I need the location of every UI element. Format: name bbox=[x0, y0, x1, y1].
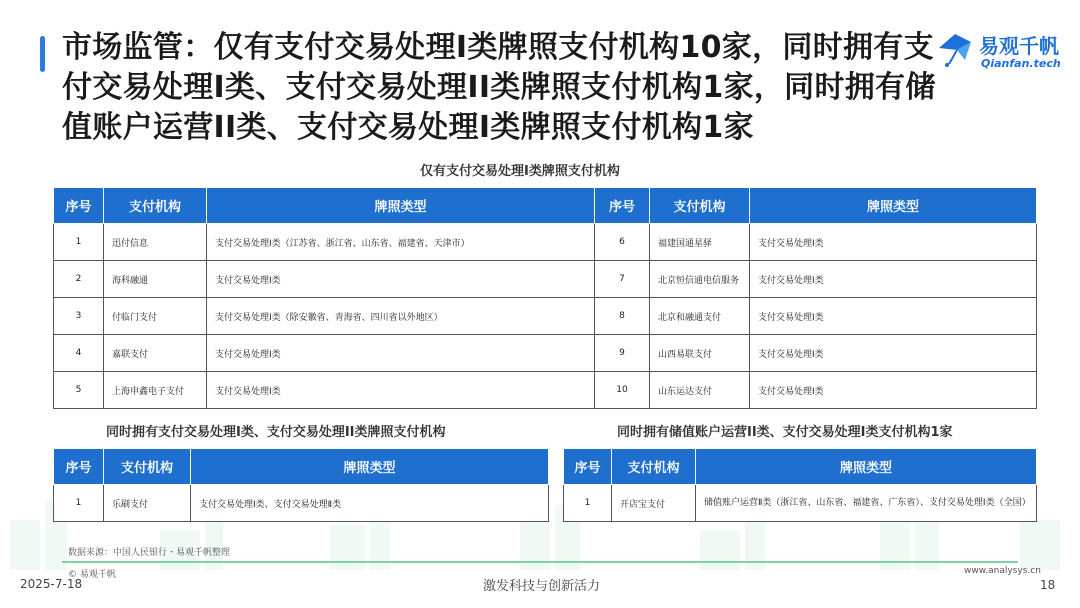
table1-caption: 仅有支付交易处理I类牌照支付机构 bbox=[420, 164, 620, 179]
col-header-license: 牌照类型 bbox=[696, 449, 1037, 485]
cell-license: 支付交易处理Ⅰ类 bbox=[750, 372, 1037, 409]
cell-institution: 山西易联支付 bbox=[650, 335, 750, 372]
col-header-index: 序号 bbox=[54, 188, 104, 224]
table2 bbox=[53, 448, 549, 522]
cell-institution: 付临门支付 bbox=[104, 298, 207, 335]
cell-license: 支付交易处理Ⅰ类 bbox=[207, 261, 595, 298]
cell-index: 4 bbox=[54, 335, 104, 372]
table-row bbox=[54, 335, 1037, 372]
cell-index: 1 bbox=[54, 485, 104, 522]
cell-license: 支付交易处理Ⅰ类（江苏省、浙江省、山东省、福建省、天津市） bbox=[207, 224, 595, 261]
table-row bbox=[54, 485, 549, 522]
cell-institution: 开店宝支付 bbox=[612, 485, 696, 522]
logo-text-cn: 易观千帆 bbox=[979, 34, 1059, 58]
table1 bbox=[53, 187, 1037, 409]
cell-index: 1 bbox=[564, 485, 612, 522]
col-header-license: 牌照类型 bbox=[191, 449, 549, 485]
table3-caption: 同时拥有储值账户运营II类、支付交易处理I类支付机构1家 bbox=[617, 425, 953, 440]
brand-logo bbox=[935, 28, 1075, 72]
col-header-license: 牌照类型 bbox=[207, 188, 595, 224]
data-source-note: 数据来源：中国人民银行・易观千帆整理 bbox=[68, 548, 231, 558]
table-row bbox=[54, 372, 1037, 409]
cell-index: 6 bbox=[595, 224, 650, 261]
cell-license: 支付交易处理Ⅰ类 bbox=[750, 224, 1037, 261]
cell-index: 3 bbox=[54, 298, 104, 335]
table3-header-row bbox=[564, 449, 1037, 485]
cell-institution: 北京和融通支付 bbox=[650, 298, 750, 335]
cell-institution: 乐刷支付 bbox=[104, 485, 191, 522]
table1-header-row bbox=[54, 188, 1037, 224]
logo-text-en: Qianfan.tech bbox=[981, 57, 1061, 70]
cell-index: 1 bbox=[54, 224, 104, 261]
cell-index: 7 bbox=[595, 261, 650, 298]
copyright-text: © 易观千帆 bbox=[68, 570, 116, 580]
table-row bbox=[54, 261, 1037, 298]
col-header-index: 序号 bbox=[564, 449, 612, 485]
table2-caption: 同时拥有支付交易处理I类、支付交易处理II类牌照支付机构 bbox=[106, 425, 446, 440]
cell-license: 支付交易处理Ⅰ类 bbox=[750, 298, 1037, 335]
report-date: 2025-7-18 bbox=[20, 577, 83, 591]
table-row bbox=[54, 224, 1037, 261]
cell-license: 支付交易处理Ⅰ类（除安徽省、青海省、四川省以外地区） bbox=[207, 298, 595, 335]
cell-license: 储值账户运营Ⅱ类（浙江省、山东省、福建省、广东省）、支付交易处理Ⅰ类（全国） bbox=[696, 485, 1037, 522]
table2-header-row bbox=[54, 449, 549, 485]
page-title: 市场监管：仅有支付交易处理I类牌照支付机构10家，同时拥有支付交易处理I类、支付交易处理II类牌照支付机构1家，同时拥有储值账户运营II类、支付交易处理I类牌照支付机构1家 bbox=[62, 30, 936, 145]
cell-institution: 山东运达支付 bbox=[650, 372, 750, 409]
col-header-institution: 支付机构 bbox=[612, 449, 696, 485]
cell-institution: 嘉联支付 bbox=[104, 335, 207, 372]
cell-index: 9 bbox=[595, 335, 650, 372]
cell-license: 支付交易处理Ⅰ类 bbox=[207, 372, 595, 409]
col-header-index: 序号 bbox=[54, 449, 104, 485]
cell-license: 支付交易处理Ⅰ类 bbox=[207, 335, 595, 372]
title-accent-bar bbox=[40, 36, 45, 72]
cell-license: 支付交易处理Ⅰ类 bbox=[750, 335, 1037, 372]
cell-index: 5 bbox=[54, 372, 104, 409]
col-header-institution: 支付机构 bbox=[104, 449, 191, 485]
footer-slogan: 激发科技与创新活力 bbox=[483, 579, 601, 594]
cell-license: 支付交易处理Ⅰ类 bbox=[750, 261, 1037, 298]
table3 bbox=[563, 448, 1037, 522]
cell-institution: 北京恒信通电信服务 bbox=[650, 261, 750, 298]
col-header-license: 牌照类型 bbox=[750, 188, 1037, 224]
table-row bbox=[54, 298, 1037, 335]
cell-institution: 海科融通 bbox=[104, 261, 207, 298]
footer-divider bbox=[62, 561, 1018, 563]
kite-logo-icon bbox=[935, 30, 975, 68]
page-number: 18 bbox=[1040, 578, 1056, 592]
cell-license: 支付交易处理Ⅰ类、支付交易处理Ⅱ类 bbox=[191, 485, 549, 522]
cell-institution: 迅付信息 bbox=[104, 224, 207, 261]
col-header-institution: 支付机构 bbox=[650, 188, 750, 224]
cell-institution: 上海申鑫电子支付 bbox=[104, 372, 207, 409]
cell-index: 2 bbox=[54, 261, 104, 298]
website-link[interactable]: www.analysys.cn bbox=[964, 566, 1041, 576]
cell-index: 10 bbox=[595, 372, 650, 409]
cell-institution: 福建国通星驿 bbox=[650, 224, 750, 261]
col-header-institution: 支付机构 bbox=[104, 188, 207, 224]
col-header-index: 序号 bbox=[595, 188, 650, 224]
table-row bbox=[564, 485, 1037, 522]
cell-index: 8 bbox=[595, 298, 650, 335]
